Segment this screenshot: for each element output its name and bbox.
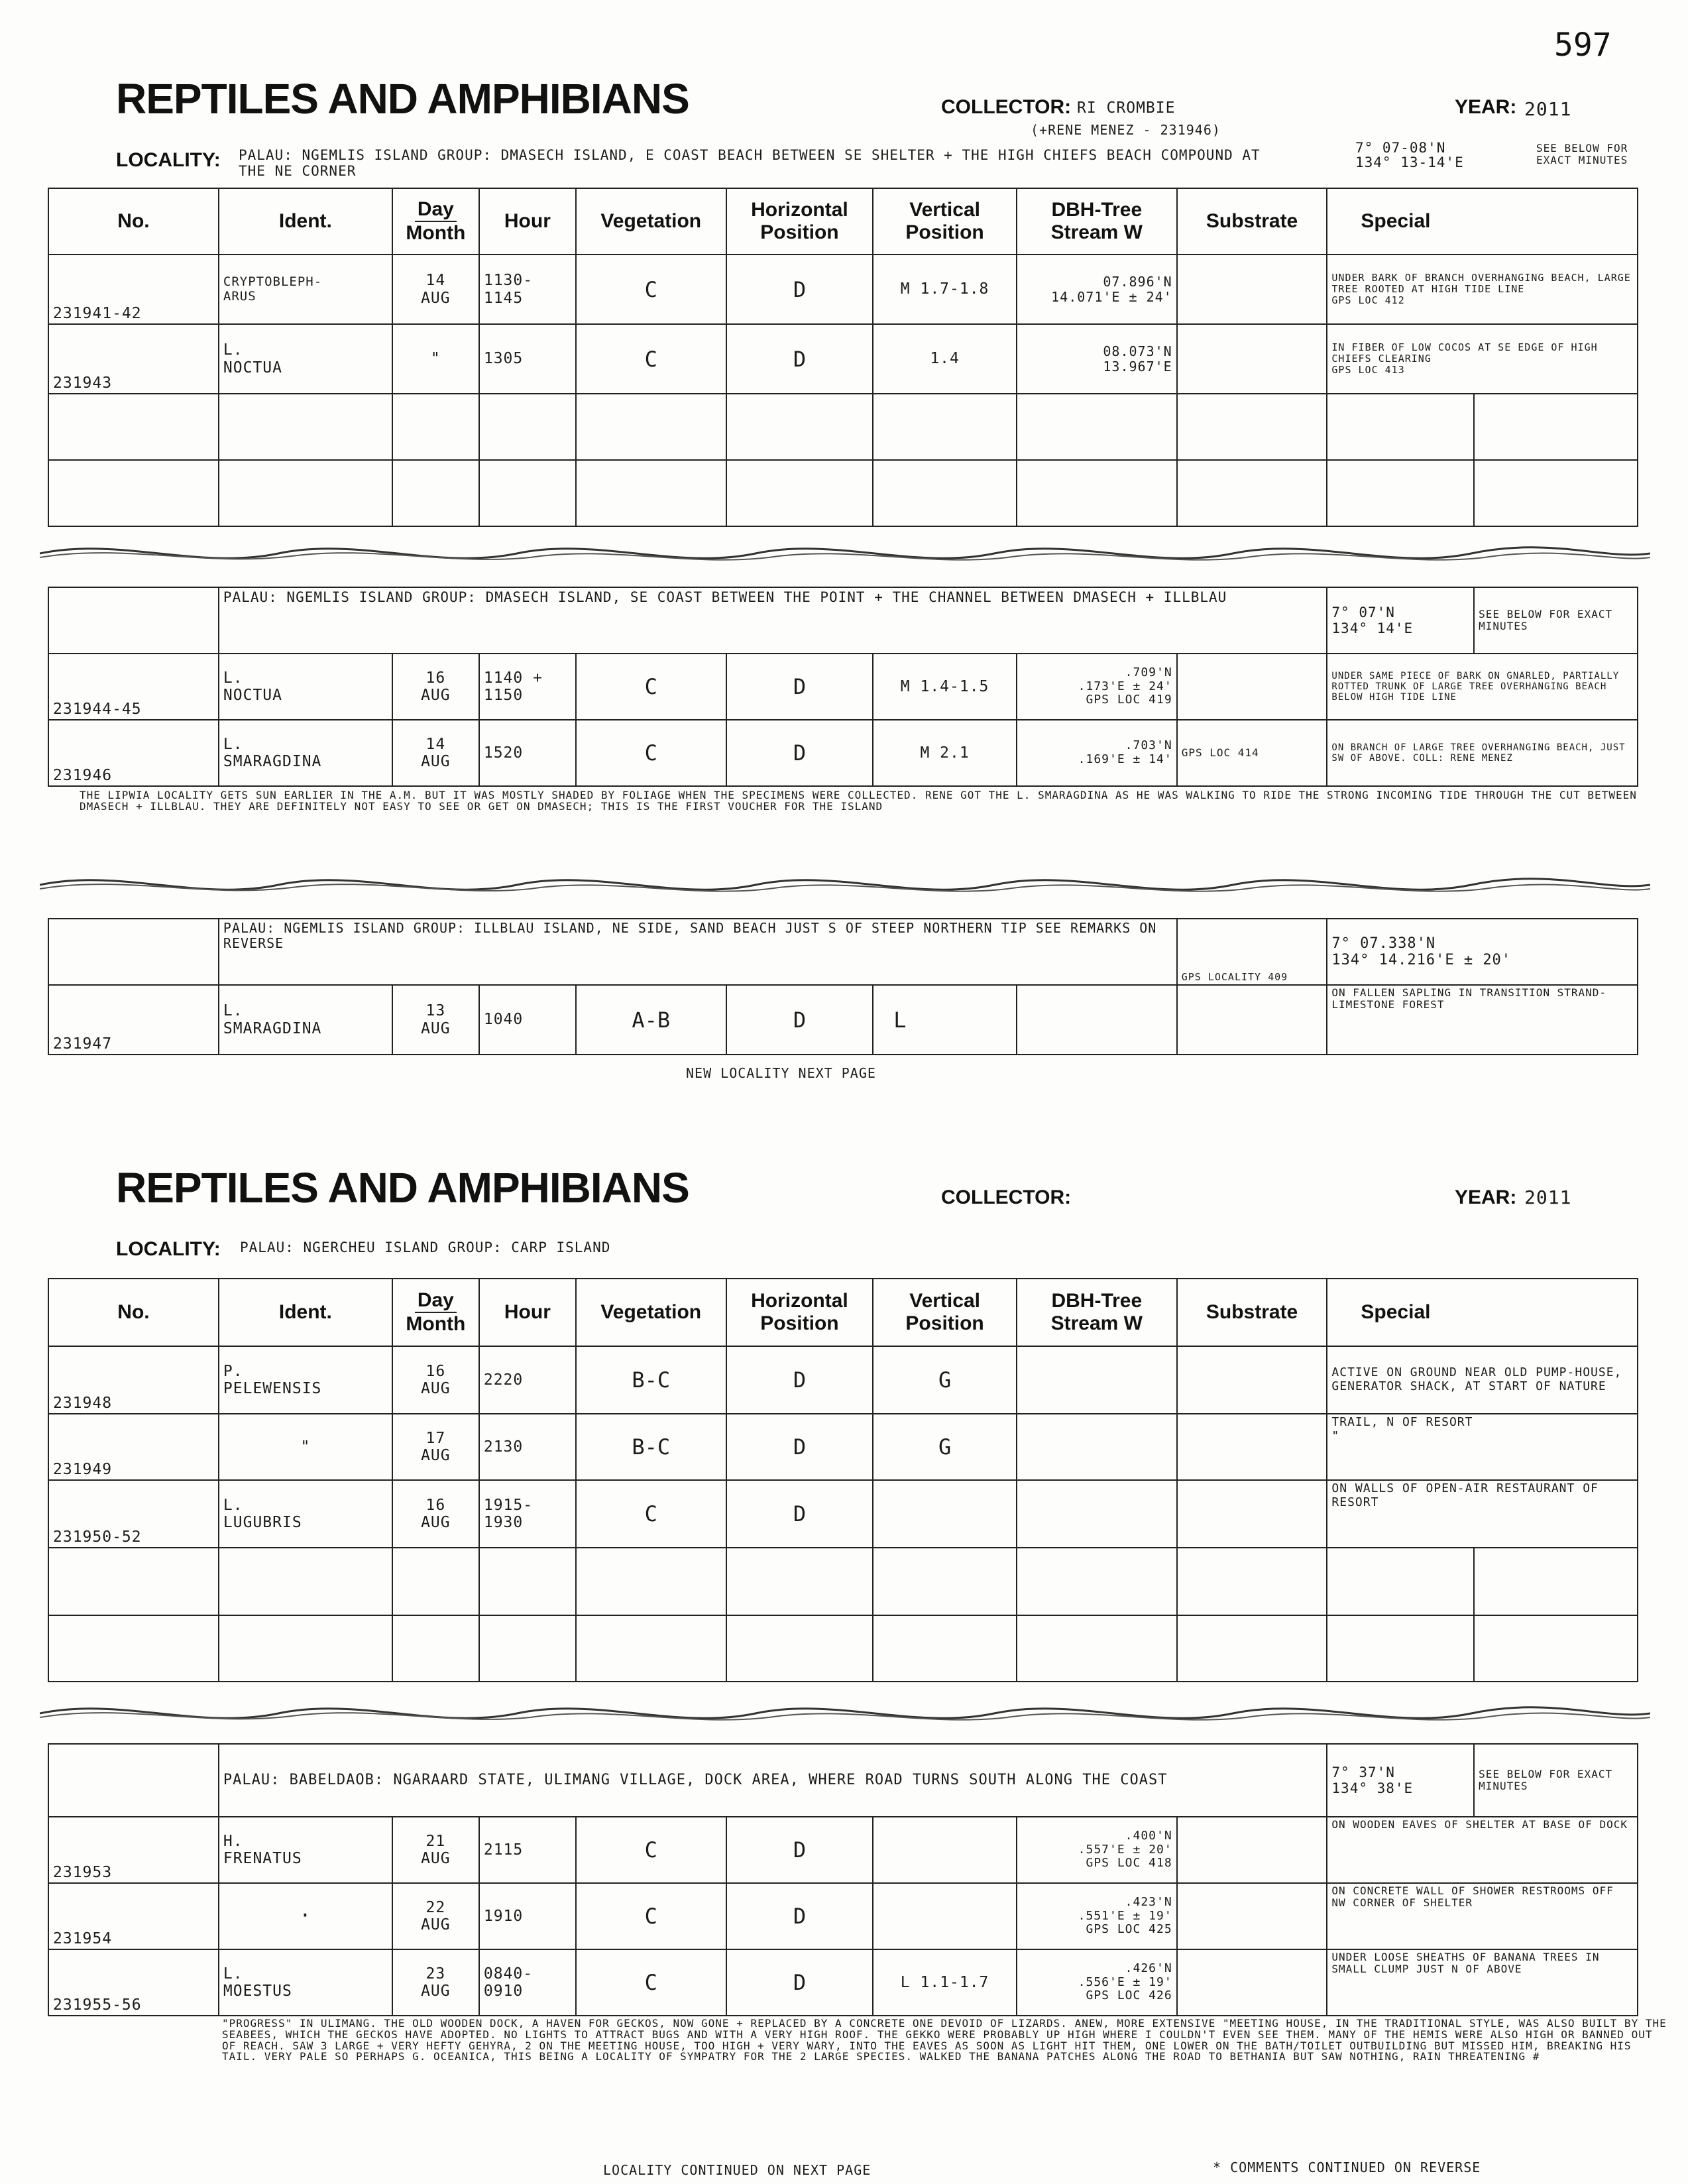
cell-no: 231943 (48, 324, 219, 394)
cell-horizontal: D (726, 985, 873, 1055)
header-horizontal-position: Horizontal Position (726, 188, 873, 255)
cell-ident: · (219, 1883, 392, 1949)
cell-no: 231947 (48, 985, 219, 1055)
sheet-title: REPTILES AND AMPHIBIANS (116, 75, 689, 123)
cell-vertical (873, 1817, 1017, 1883)
year-value: 2011 (1524, 98, 1572, 120)
header-substrate: Substrate (1177, 188, 1327, 255)
year-label: YEAR: (1455, 1186, 1517, 1208)
cell-dbh: 07.896'N 14.071'E ± 24' (1017, 255, 1177, 324)
table-row (48, 1548, 1638, 1615)
year-label: YEAR: (1455, 96, 1517, 118)
cell-horizontal: D (726, 654, 873, 720)
table-row (48, 654, 1638, 720)
cell-special: ON CONCRETE WALL OF SHOWER RESTROOMS OFF NW CORNER OF SHELTER (1327, 1883, 1638, 1949)
header-vegetation: Vegetation (576, 188, 726, 255)
cell-vertical: G (873, 1346, 1017, 1414)
cell-no: 231941-42 (48, 255, 219, 324)
table-row (48, 1480, 1638, 1548)
footer-note-right: * COMMENTS CONTINUED ON REVERSE (1213, 2159, 1481, 2175)
cell-dbh (1017, 1346, 1177, 1414)
table-row (48, 1817, 1638, 1883)
collector-label: COLLECTOR: (941, 96, 1072, 118)
cell-special: ON BRANCH OF LARGE TREE OVERHANGING BEACH, JUST SW OF ABOVE. COLL: RENE MENEZ (1327, 720, 1638, 786)
cell-vegetation: C (576, 1480, 726, 1548)
cell-special: ON WALLS OF OPEN-AIR RESTAURANT OF RESORT (1327, 1480, 1638, 1548)
cell-vegetation: C (576, 1949, 726, 2016)
cell-day-month: 16 AUG (392, 1480, 479, 1548)
sheet-title: REPTILES AND AMPHIBIANS (116, 1164, 689, 1212)
year-value: 2011 (1524, 1186, 1572, 1208)
table-row (48, 324, 1638, 394)
cell-special: IN FIBER OF LOW COCOS AT SE EDGE OF HIGH CHIEFS CLEARING GPS LOC 413 (1327, 324, 1638, 394)
cell-substrate (1177, 255, 1327, 324)
header-vegetation: Vegetation (576, 1279, 726, 1346)
cell-vertical: 1.4 (873, 324, 1017, 394)
cell-vertical: M 1.4-1.5 (873, 654, 1017, 720)
footer-note: NEW LOCALITY NEXT PAGE (686, 1065, 876, 1081)
cell-special: UNDER BARK OF BRANCH OVERHANGING BEACH, LARGE TREE ROOTED AT HIGH TIDE LINE GPS LOC 412 (1327, 255, 1638, 324)
cell-substrate (1177, 1817, 1327, 1883)
cell-ident: L. SMARAGDINA (219, 985, 392, 1055)
locality-label: LOCALITY: (116, 1238, 221, 1260)
header-special: Special (1327, 188, 1638, 255)
cell-substrate (1177, 1883, 1327, 1949)
footer-note-left: LOCALITY CONTINUED ON NEXT PAGE (603, 2162, 872, 2178)
cell-hour: 1915- 1930 (479, 1480, 576, 1548)
cell-day-month: 14 AUG (392, 255, 479, 324)
header-vertical-position: Vertical Position (873, 188, 1017, 255)
cell-no: 231948 (48, 1346, 219, 1414)
coords-2-note: SEE BELOW FOR EXACT MINUTES (1474, 587, 1638, 654)
cell-vertical: L 1.1-1.7 (873, 1949, 1017, 2016)
cell-special: ON WOODEN EAVES OF SHELTER AT BASE OF DOCK (1327, 1817, 1638, 1883)
cell-hour: 1130- 1145 (479, 255, 576, 324)
locality-2: PALAU: BABELDAOB: NGARAARD STATE, ULIMANG VILLAGE, DOCK AREA, WHERE ROAD TURNS SOUTH ALONG THE COAST (219, 1744, 1327, 1817)
cell-substrate: GPS LOC 414 (1177, 720, 1327, 786)
cell-day-month: 22 AUG (392, 1883, 479, 1949)
wavy-break-line (40, 865, 1650, 905)
cell-hour: 2115 (479, 1817, 576, 1883)
cell-dbh (1017, 985, 1177, 1055)
cell-substrate (1177, 654, 1327, 720)
cell-horizontal: D (726, 720, 873, 786)
locality-label: LOCALITY: (116, 149, 221, 171)
cell-ident: L. LUGUBRIS (219, 1480, 392, 1548)
cell-vegetation: B-C (576, 1346, 726, 1414)
table-row (48, 394, 1638, 460)
header-dbh: DBH-Tree Stream W (1017, 188, 1177, 255)
locality-3: PALAU: NGEMLIS ISLAND GROUP: ILLBLAU ISLAND, NE SIDE, SAND BEACH JUST S OF STEEP NORTHERN TIP SEE REMARKS ON REVERSE (219, 919, 1177, 985)
cell-no: 231955-56 (48, 1949, 219, 2016)
header-hour: Hour (479, 188, 576, 255)
header-no: No. (48, 1279, 219, 1346)
cell-ident: H. FRENATUS (219, 1817, 392, 1883)
coords-2-note: SEE BELOW FOR EXACT MINUTES (1474, 1744, 1638, 1817)
wavy-break-line (40, 1694, 1650, 1733)
cell-hour: 1910 (479, 1883, 576, 1949)
cell-special: UNDER SAME PIECE OF BARK ON GNARLED, PARTIALLY ROTTED TRUNK OF LARGE TREE OVERHANGING BEACH BELOW HIGH TIDE LINE (1327, 654, 1638, 720)
cell-no: 231950-52 (48, 1480, 219, 1548)
cell-no: 231954 (48, 1883, 219, 1949)
header-ident: Ident. (219, 188, 392, 255)
cell-vegetation: C (576, 720, 726, 786)
specimen-table-1c (48, 918, 1638, 1055)
locality-value: PALAU: NGEMLIS ISLAND GROUP: DMASECH ISLAND, E COAST BEACH BETWEEN SE SHELTER + THE HIGH CHIEFS BEACH COMPOUND AT THE NE CORNER (239, 147, 1261, 179)
header-special: Special (1327, 1279, 1638, 1346)
locality-value: PALAU: NGERCHEU ISLAND GROUP: CARP ISLAND (240, 1239, 611, 1255)
cell-special: UNDER LOOSE SHEATHS OF BANANA TREES IN SMALL CLUMP JUST N OF ABOVE (1327, 1949, 1638, 2016)
specimen-table-2 (48, 1278, 1638, 1682)
cell-horizontal: D (726, 1480, 873, 1548)
cell-no: 231944-45 (48, 654, 219, 720)
cell-day-month: " (392, 324, 479, 394)
cell-day-month: 23 AUG (392, 1949, 479, 2016)
cell-no: 231946 (48, 720, 219, 786)
cell-day-month: 14 AUG (392, 720, 479, 786)
header-no: No. (48, 188, 219, 255)
cell-hour: 2220 (479, 1346, 576, 1414)
table-row (48, 1615, 1638, 1682)
cell-vertical: L (873, 985, 1017, 1055)
cell-dbh: .423'N .551'E ± 19' GPS LOC 425 (1017, 1883, 1177, 1949)
cell-day-month: 16 AUG (392, 654, 479, 720)
cell-vertical (873, 1480, 1017, 1548)
cell-day-month: 13 AUG (392, 985, 479, 1055)
cell-substrate (1177, 1414, 1327, 1480)
cell-substrate (1177, 985, 1327, 1055)
collector-value-secondary: (+RENE MENEZ - 231946) (1031, 122, 1221, 138)
cell-horizontal: D (726, 1817, 873, 1883)
header-day-month: Day Month (392, 188, 479, 255)
cell-substrate (1177, 1480, 1327, 1548)
cell-ident: " (219, 1414, 392, 1480)
specimen-table-1 (48, 188, 1638, 527)
cell-substrate (1177, 324, 1327, 394)
cell-day-month: 16 AUG (392, 1346, 479, 1414)
field-note-2: "PROGRESS" IN ULIMANG. THE OLD WOODEN DOCK, A HAVEN FOR GECKOS, NOW GONE + REPLACED BY A CONCRETE ONE DEVOID OF LIZARDS. ANEW, MORE EXTENSIVE "MEETING HOUSE, IN THE TRADITIONAL STYLE, WAS ALSO BUILT BY THE SEABEES, WHICH THE GECKOS HAVE ADOPTED. NO LIGHTS TO ATTRACT BUGS AND WITH A VERY HIGH ROOF. THE GEKKO WERE PROBABLY UP HIGH WHERE I COULDN'T EVEN SEE THEM. MANY OF THE HEMIS WERE ALSO HIGH OR BANNED OUT OF REACH. SAW 3 LARGE + VERY HEFTY GEHYRA, 2 ON THE MEETING HOUSE, TOO HIGH + VERY WARY, INTO THE EAVES AS SOON AS LIGHT HIT THEM, ONE LOWER ON THE BATH/TOILET OUTBUILDING BUT MISSED HIM, BREAKING HIS TAIL. VERY PALE SO PERHAPS G. OCEANICA, THIS BEING A LOCALITY OF SYMPATRY FOR THE 2 LARGE SPECIES. WALKED THE BANANA PATCHES ALONG THE ROAD TO BETHANIA BUT SAW NOTHING, RAIN THREATENING # (222, 2017, 1667, 2063)
coords-note: SEE BELOW FOR EXACT MINUTES (1536, 142, 1628, 166)
wavy-break-line (40, 534, 1650, 573)
page-number: 597 (1554, 27, 1612, 64)
cell-special: ACTIVE ON GROUND NEAR OLD PUMP-HOUSE, GENERATOR SHACK, AT START OF NATURE (1327, 1346, 1638, 1414)
locality-coords: 7° 07-08'N 134° 13-14'E (1355, 140, 1464, 171)
cell-hour: 1140 + 1150 (479, 654, 576, 720)
cell-dbh (1017, 1480, 1177, 1548)
cell-hour: 1520 (479, 720, 576, 786)
collector-value: RI CROMBIE (1077, 99, 1176, 117)
cell-horizontal: D (726, 1414, 873, 1480)
cell-vegetation: A-B (576, 985, 726, 1055)
coords-3: 7° 07.338'N 134° 14.216'E ± 20' (1327, 919, 1638, 985)
cell-vegetation: C (576, 1883, 726, 1949)
cell-vertical (873, 1883, 1017, 1949)
table-row (48, 1346, 1638, 1414)
table-row (48, 1883, 1638, 1949)
locality-row (48, 1744, 1638, 1817)
cell-vertical: M 1.7-1.8 (873, 255, 1017, 324)
header-ident: Ident. (219, 1279, 392, 1346)
cell-hour: 1305 (479, 324, 576, 394)
cell-ident: L. SMARAGDINA (219, 720, 392, 786)
cell-dbh: .703'N .169'E ± 14' (1017, 720, 1177, 786)
header-day-month: Day Month (392, 1279, 479, 1346)
table-row (48, 255, 1638, 324)
coords-2: 7° 37'N 134° 38'E (1327, 1744, 1474, 1817)
cell-vegetation: C (576, 324, 726, 394)
cell-hour: 0840- 0910 (479, 1949, 576, 2016)
cell-no: 231949 (48, 1414, 219, 1480)
cell-dbh: .709'N .173'E ± 24' GPS LOC 419 (1017, 654, 1177, 720)
table-row (48, 720, 1638, 786)
cell-ident: L. MOESTUS (219, 1949, 392, 2016)
cell-ident: P. PELEWENSIS (219, 1346, 392, 1414)
cell-horizontal: D (726, 255, 873, 324)
locality-3-gps: GPS LOCALITY 409 (1177, 919, 1327, 985)
cell-ident: CRYPTOBLEPH- ARUS (219, 255, 392, 324)
header-hour: Hour (479, 1279, 576, 1346)
cell-special: TRAIL, N OF RESORT " (1327, 1414, 1638, 1480)
header-dbh: DBH-Tree Stream W (1017, 1279, 1177, 1346)
table-row (48, 1949, 1638, 2016)
cell-day-month: 21 AUG (392, 1817, 479, 1883)
cell-vegetation: C (576, 1817, 726, 1883)
coords-2: 7° 07'N 134° 14'E (1327, 587, 1474, 654)
specimen-table-1b (48, 587, 1638, 787)
table-row (48, 1414, 1638, 1480)
header-vertical-position: Vertical Position (873, 1279, 1017, 1346)
cell-horizontal: D (726, 324, 873, 394)
header-horizontal-position: Horizontal Position (726, 1279, 873, 1346)
cell-horizontal: D (726, 1949, 873, 2016)
specimen-table-2b (48, 1743, 1638, 2016)
field-note-1: THE LIPWIA LOCALITY GETS SUN EARLIER IN THE A.M. BUT IT WAS MOSTLY SHADED BY FOLIAGE WHEN THE SPECIMENS WERE COLLECTED. RENE GOT THE L. SMARAGDINA AS HE WAS WALKING TO RIDE THE STRONG INCOMING TIDE THROUGH THE CUT BETWEEN DMASECH + ILLBLAU. THEY ARE DEFINITELY NOT EASY TO SEE OR GET ON DMASECH; THIS IS THE FIRST VOUCHER FOR THE ISLAND (80, 789, 1637, 813)
cell-ident: L. NOCTUA (219, 324, 392, 394)
header-substrate: Substrate (1177, 1279, 1327, 1346)
locality-2: PALAU: NGEMLIS ISLAND GROUP: DMASECH ISLAND, SE COAST BETWEEN THE POINT + THE CHANNEL BETWEEN DMASECH + ILLBLAU (219, 587, 1327, 654)
cell-special: ON FALLEN SAPLING IN TRANSITION STRAND-LIMESTONE FOREST (1327, 985, 1638, 1055)
cell-horizontal: D (726, 1346, 873, 1414)
cell-dbh: .400'N .557'E ± 20' GPS LOC 418 (1017, 1817, 1177, 1883)
cell-vertical: M 2.1 (873, 720, 1017, 786)
cell-substrate (1177, 1346, 1327, 1414)
cell-substrate (1177, 1949, 1327, 2016)
cell-dbh: 08.073'N 13.967'E (1017, 324, 1177, 394)
cell-hour: 2130 (479, 1414, 576, 1480)
collector-label: COLLECTOR: (941, 1186, 1072, 1208)
cell-dbh: .426'N .556'E ± 19' GPS LOC 426 (1017, 1949, 1177, 2016)
cell-vegetation: C (576, 654, 726, 720)
table-row (48, 460, 1638, 526)
cell-no: 231953 (48, 1817, 219, 1883)
cell-vertical: G (873, 1414, 1017, 1480)
cell-vegetation: C (576, 255, 726, 324)
table-row (48, 985, 1638, 1055)
cell-hour: 1040 (479, 985, 576, 1055)
locality-row (48, 919, 1638, 985)
locality-row (48, 587, 1638, 654)
cell-dbh (1017, 1414, 1177, 1480)
cell-ident: L. NOCTUA (219, 654, 392, 720)
cell-vegetation: B-C (576, 1414, 726, 1480)
cell-day-month: 17 AUG (392, 1414, 479, 1480)
cell-horizontal: D (726, 1883, 873, 1949)
